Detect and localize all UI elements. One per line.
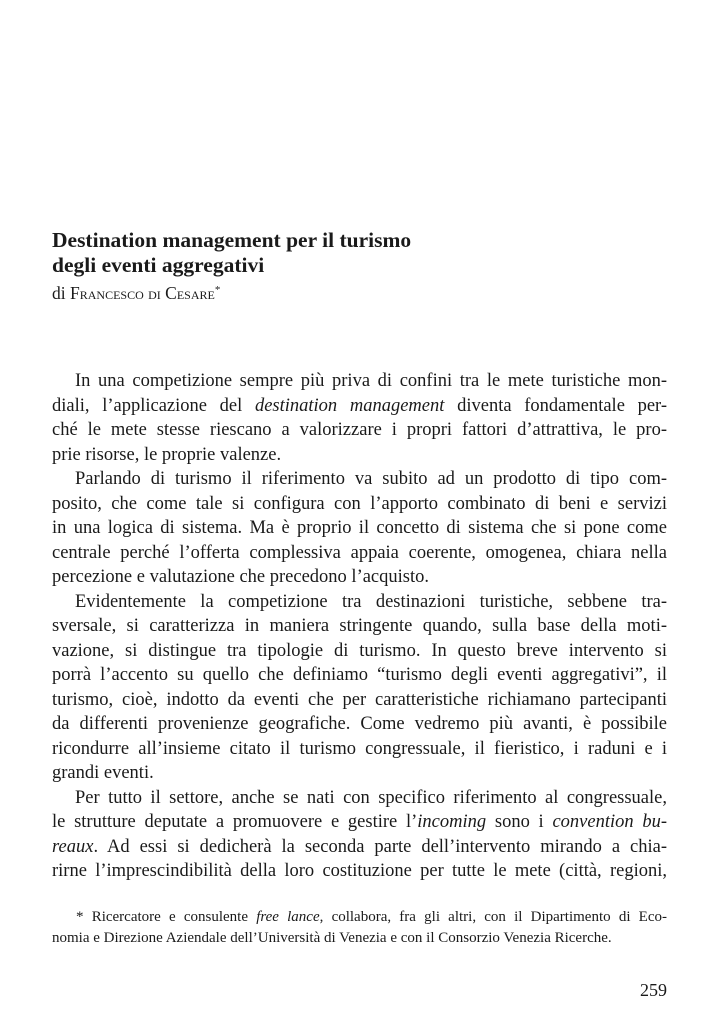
italic-term: reaux: [52, 836, 94, 857]
italic-term: convention bu-: [552, 812, 668, 832]
italic-term: free lance: [256, 909, 320, 925]
article-title: [52, 228, 667, 278]
footnote-line: nomia e Direzione Aziendale dell’Università di Venezia e con il Consorzio Venezia Ricerche.: [52, 930, 612, 946]
body-paragraph: [52, 590, 667, 786]
text-line: Parlando di turismo il riferimento va subito ad un prodotto di tipo com-: [75, 469, 667, 489]
text-line: posito, che come tale si configura con l’apporto combinato di beni e servizi: [52, 493, 667, 514]
text-line: diali, l’applicazione del destination management diventa fondamentale per-: [52, 395, 668, 416]
footnote-line: * Ricercatore e consulente free lance, collabora, fra gli altri, con il Dipartimento di Eco-: [76, 909, 667, 925]
text-line: centrale perché l’offerta complessiva appaia coerente, omogenea, chiara nella: [52, 542, 667, 563]
footnote-marker: *: [214, 284, 221, 296]
footnote: [52, 907, 667, 949]
text-line: porrà l’accento su quello che definiamo “turismo degli eventi aggregativi”, il: [52, 665, 667, 685]
italic-term: incoming: [417, 812, 487, 832]
author-name: Francesco di Cesare: [70, 283, 215, 303]
text-line: le strutture deputate a promuovere e gestire l’incoming sono i convention bu-: [52, 812, 668, 832]
text-line: percezione e valutazione che precedono l’acquisto.: [52, 567, 430, 587]
text-line: da differenti provenienze geografiche. Come vedremo più avanti, è possibile: [52, 714, 667, 734]
text-line: Evidentemente la competizione tra destinazioni turistiche, sebbene tra-: [75, 591, 667, 612]
text-line: sversale, si caratterizza in maniera stringente quando, sulla base della moti-: [52, 616, 667, 636]
body-paragraph: [52, 467, 667, 590]
text-line: in una logica di sistema. Ma è proprio il concetto di sistema che si pone come: [52, 518, 667, 538]
author-prefix: di: [52, 283, 70, 303]
text-line: prie risorse, le proprie valenze.: [52, 444, 282, 465]
text-line: ché le mete stesse riescano a valorizzare i propri fattori d’attrattiva, le pro-: [52, 420, 667, 440]
text-line: ricondurre all’insieme citato il turismo congressuale, il fieristico, i raduni e i: [52, 738, 667, 759]
italic-term: destination management: [254, 395, 445, 416]
text-line: turismo, cioè, indotto da eventi che per caratteristiche richiamano partecipanti: [52, 689, 667, 710]
article-body: [52, 369, 667, 884]
body-paragraph: [52, 369, 667, 467]
page: [52, 0, 667, 1024]
text-line: vazione, si distingue tra tipologie di turismo. In questo breve intervento si: [52, 640, 667, 661]
text-line: grandi eventi.: [52, 763, 154, 783]
text-line: In una competizione sempre più priva di confini tra le mete turistiche mon-: [75, 371, 667, 391]
text-line: Per tutto il settore, anche se nati con specifico riferimento al congressuale,: [75, 787, 667, 808]
text-line: reaux. Ad essi si dedicherà la seconda parte dell’intervento mirando a chia-: [52, 836, 667, 857]
author-byline: [52, 282, 220, 304]
article-title-line-1: Destination management per il turismo: [52, 228, 412, 252]
text-line: rirne l’imprescindibilità della loro costituzione per tutte le mete (città, regioni,: [52, 861, 667, 881]
page-number: 259: [640, 980, 667, 1000]
article-title-line-2: degli eventi aggregativi: [52, 253, 265, 277]
body-paragraph: [52, 786, 667, 884]
